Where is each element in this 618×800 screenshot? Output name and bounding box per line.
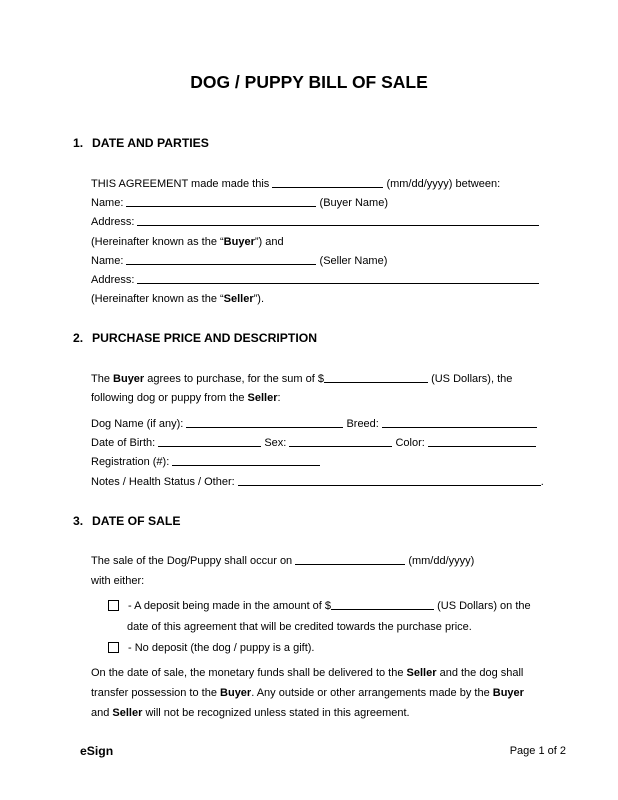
- page-number: Page 1 of 2: [509, 745, 566, 757]
- sale-terms-seller-term: Seller: [406, 667, 437, 679]
- seller-address-line: [91, 273, 539, 287]
- dog-name-field[interactable]: [186, 417, 343, 428]
- seller-known-suffix: ”).: [253, 293, 265, 305]
- sale-date-field[interactable]: [295, 554, 405, 565]
- agreement-date-line: [91, 177, 500, 191]
- section-2-title: PURCHASE PRICE AND DESCRIPTION: [92, 331, 318, 345]
- no-deposit-checkbox[interactable]: [108, 642, 119, 653]
- buyer-term: Buyer: [223, 236, 255, 248]
- purchase-sum-line: [91, 372, 512, 386]
- esign-brand: eSign: [80, 744, 114, 758]
- dob-label: Date of Birth:: [91, 437, 156, 449]
- buyer-name-label: Name:: [91, 197, 124, 209]
- document-title: DOG / PUPPY BILL OF SALE: [190, 72, 428, 92]
- section-2-heading: [73, 331, 317, 345]
- buyer-address-field[interactable]: [137, 215, 539, 226]
- purchase-price-field[interactable]: [324, 372, 428, 383]
- color-field[interactable]: [428, 436, 536, 447]
- breed-label: Breed:: [346, 418, 379, 430]
- deposit-option-line-2: date of this agreement that will be credited towards the purchase price.: [127, 621, 472, 633]
- purchase-suffix: (US Dollars), the: [431, 373, 513, 385]
- section-3-number: 3.: [73, 514, 84, 528]
- seller-address-field[interactable]: [137, 273, 539, 284]
- section-1-title: DATE AND PARTIES: [92, 136, 209, 150]
- sale-terms-suffix-3: will not be recognized unless stated in this agreement.: [145, 707, 410, 719]
- no-deposit-option-text: - No deposit (the dog / puppy is a gift).: [128, 642, 315, 654]
- agreement-date-field[interactable]: [272, 177, 383, 188]
- seller-name-label: Name:: [91, 255, 124, 267]
- sale-terms-line-3: [91, 706, 410, 720]
- notes-line: [91, 475, 544, 489]
- sex-field[interactable]: [289, 436, 392, 447]
- purchase-sum-text: agrees to purchase, for the sum of $: [147, 373, 324, 385]
- notes-end: .: [540, 476, 544, 488]
- registration-label: Registration (#):: [91, 456, 170, 468]
- sale-date-suffix: (mm/dd/yyyy): [408, 555, 475, 567]
- seller-known-prefix: (Hereinafter known as the “: [91, 293, 224, 305]
- purchase-from-line: [91, 391, 281, 405]
- registration-line: [91, 455, 320, 469]
- sale-terms-mid: . Any outside or other arrangements made by the: [251, 687, 490, 699]
- dog-name-label: Dog Name (if any):: [91, 418, 184, 430]
- purchase-the: The: [91, 373, 110, 385]
- sale-date-line: [91, 554, 474, 568]
- section-1-heading: [73, 136, 209, 150]
- purchase-seller-term: Seller: [247, 392, 278, 404]
- buyer-known-line: [91, 235, 284, 249]
- sale-terms-buyer-term: Buyer: [220, 687, 252, 699]
- buyer-address-line: [91, 215, 539, 229]
- buyer-name-line: [91, 196, 388, 210]
- sale-terms-suffix-1: and the dog shall: [439, 667, 524, 679]
- section-2-number: 2.: [73, 331, 84, 345]
- sale-terms-and: and: [91, 707, 110, 719]
- agreement-prefix: THIS AGREEMENT made made this: [91, 178, 270, 190]
- dog-name-line: [91, 417, 537, 431]
- purchase-buyer-term: Buyer: [113, 373, 145, 385]
- deposit-amount-field[interactable]: [331, 599, 434, 610]
- dob-line: [91, 436, 536, 450]
- sale-terms-buyer-term-2: Buyer: [492, 687, 524, 699]
- deposit-option-suffix: (US Dollars) on the: [437, 600, 531, 612]
- sale-terms-seller-term-2: Seller: [112, 707, 143, 719]
- color-label: Color:: [395, 437, 425, 449]
- seller-name-line: [91, 254, 387, 268]
- deposit-option-text: - A deposit being made in the amount of $: [128, 600, 332, 612]
- sex-label: Sex:: [264, 437, 287, 449]
- deposit-checkbox[interactable]: [108, 600, 119, 611]
- with-either-line: with either:: [91, 575, 145, 587]
- seller-name-field[interactable]: [126, 254, 316, 265]
- section-1-number: 1.: [73, 136, 84, 150]
- seller-known-line: [91, 292, 264, 306]
- buyer-name-hint: (Buyer Name): [319, 197, 388, 209]
- dob-field[interactable]: [158, 436, 261, 447]
- seller-term: Seller: [223, 293, 254, 305]
- seller-name-hint: (Seller Name): [319, 255, 388, 267]
- section-3-heading: [73, 514, 180, 528]
- registration-field[interactable]: [172, 455, 320, 466]
- deposit-option-line: [108, 599, 531, 613]
- agreement-suffix: (mm/dd/yyyy) between:: [386, 178, 501, 190]
- buyer-known-prefix: (Hereinafter known as the “: [91, 236, 224, 248]
- buyer-address-label: Address:: [91, 216, 135, 228]
- breed-field[interactable]: [382, 417, 537, 428]
- sale-terms-text-2: transfer possession to the: [91, 687, 217, 699]
- purchase-from-text: following dog or puppy from the: [91, 392, 245, 404]
- notes-field[interactable]: [238, 475, 541, 486]
- sale-terms-text-1: On the date of sale, the monetary funds shall be delivered to the: [91, 667, 404, 679]
- notes-label: Notes / Health Status / Other:: [91, 476, 235, 488]
- sale-terms-line-1: [91, 666, 523, 680]
- seller-address-label: Address:: [91, 274, 135, 286]
- buyer-known-suffix: ”) and: [254, 236, 284, 248]
- no-deposit-option-line: [108, 641, 315, 655]
- purchase-colon: :: [277, 392, 281, 404]
- sale-date-text: The sale of the Dog/Puppy shall occur on: [91, 555, 293, 567]
- buyer-name-field[interactable]: [126, 196, 316, 207]
- sale-terms-line-2: [91, 686, 524, 700]
- section-3-title: DATE OF SALE: [92, 514, 181, 528]
